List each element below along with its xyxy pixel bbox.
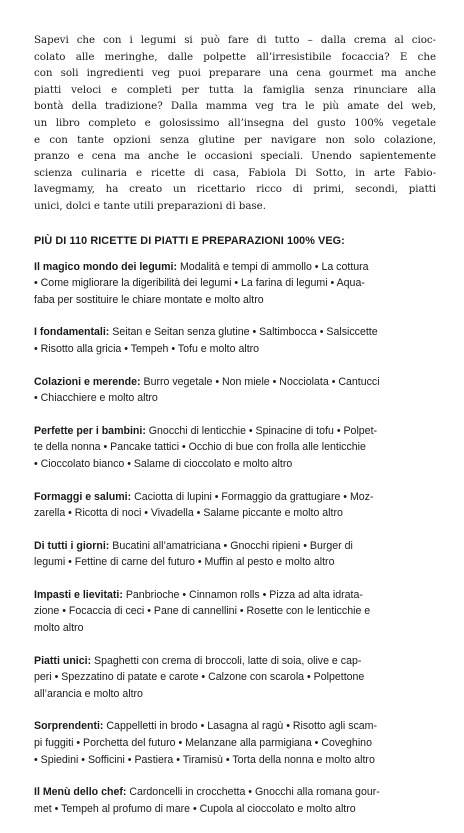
- section-formaggi: [34, 489, 436, 523]
- section-first-line: [34, 653, 436, 670]
- intro-line: bontà della tradizione? Dalla mamma veg tra le più amate del web,: [34, 100, 436, 113]
- section-text: Seitan e Seitan senza glutine • Saltimbocca • Salsiccette: [109, 326, 378, 339]
- section-text: Gnocchi di lenticchie • Spinacine di tofu • Polpet-: [145, 424, 378, 437]
- intro-line: lavegmamy, ha creato un ricettario ricco di primi, secondi, piatti: [34, 183, 436, 196]
- section-title: I fondamentali:: [34, 326, 110, 339]
- section-first-line: [34, 374, 436, 391]
- section-sorprendenti: [34, 718, 436, 768]
- section-first-line: [34, 489, 436, 506]
- section-text: Modalità e tempi di ammollo • La cottura: [177, 260, 369, 273]
- section-title: Il magico mondo dei legumi:: [34, 260, 178, 273]
- section-first-line: [34, 538, 436, 555]
- section-first-line: [34, 259, 436, 276]
- intro-line: e con tante opzioni senza glutine per navigare non solo colazione,: [34, 133, 436, 146]
- intro-line: con soli ingredienti veg puoi preparare una cena gourmet ma anche: [34, 67, 436, 80]
- intro-line: scienza culinaria e ricette di casa, Fabiola Di Sotto, in arte Fabio-: [34, 166, 436, 179]
- section-first-line: [34, 718, 436, 735]
- section-text: • Chiacchiere e molto altro: [34, 392, 158, 405]
- book-description: [34, 32, 436, 833]
- section-title: Perfette per i bambini:: [34, 424, 146, 437]
- section-colazioni: [34, 374, 436, 408]
- section-first-line: [34, 784, 436, 801]
- section-text: zione • Focaccia di ceci • Pane di cannellini • Rosette con le lenticchie e: [34, 605, 371, 618]
- section-text: faba per sostituire le chiare montate e molto altro: [34, 294, 264, 307]
- section-title: Colazioni e merende:: [34, 375, 141, 388]
- section-legumi: [34, 259, 436, 309]
- section-text: met • Tempeh al profumo di mare • Cupola al cioccolato e molto altro: [34, 803, 356, 816]
- section-text: all’arancia e molto altro: [34, 688, 143, 701]
- section-text: legumi • Fettine di carne del futuro • Muffin al pesto e molto altro: [34, 556, 335, 569]
- section-title: Formaggi e salumi:: [34, 490, 132, 503]
- section-text: • Come migliorare la digeribilità dei legumi • La farina di legumi • Aqua-: [34, 277, 365, 290]
- section-tutti-i-giorni: [34, 538, 436, 572]
- section-title: Di tutti i giorni:: [34, 539, 110, 552]
- intro-line: un libro completo e golosissimo all’insegna del gusto 100% vegetale: [34, 116, 436, 129]
- section-text: te della nonna • Pancake tattici • Occhio di bue con frolla alle lenticchie: [34, 441, 366, 454]
- section-title: Il Menù dello chef:: [34, 786, 127, 799]
- intro-line: colato alle meringhe, dalle polpette all’irresistibile focaccia? E che: [34, 50, 436, 63]
- section-text: Burro vegetale • Non miele • Nocciolata • Cantucci: [140, 375, 380, 388]
- section-piatti-unici: [34, 653, 436, 703]
- intro-line: unici, dolci e tante utili preparazioni di base.: [34, 199, 266, 212]
- section-title: Impasti e lievitati:: [34, 588, 123, 601]
- section-text: molto altro: [34, 622, 84, 635]
- recipes-heading: PIÙ DI 110 RICETTE DI PIATTI E PREPARAZIONI 100% VEG:: [34, 234, 345, 247]
- section-fondamentali: [34, 324, 436, 358]
- section-bambini: [34, 423, 436, 473]
- intro-line: pranzo e cena ma anche le occasioni speciali. Unendo sapientemente: [34, 150, 436, 163]
- intro-line: piatti veloci e completi per tutta la famiglia senza rinunciare alla: [34, 83, 436, 96]
- section-menu-chef: [34, 784, 436, 818]
- section-title: Sorprendenti:: [34, 720, 104, 733]
- section-text: Bucatini all’amatriciana • Gnocchi ripieni • Burger di: [109, 539, 353, 552]
- section-text: Cappelletti in brodo • Lasagna al ragù • Risotto agli scam-: [103, 720, 378, 733]
- section-text: • Cioccolato bianco • Salame di cioccolato e molto altro: [34, 458, 293, 471]
- section-text: Caciotta di lupini • Formaggio da grattugiare • Moz-: [131, 490, 374, 503]
- section-text: Spaghetti con crema di broccoli, latte di soia, olive e cap-: [91, 654, 362, 667]
- intro-paragraph: [34, 32, 436, 215]
- section-first-line: [34, 423, 436, 440]
- section-title: Piatti unici:: [34, 654, 92, 667]
- section-impasti: [34, 587, 436, 637]
- section-text: • Risotto alla gricia • Tempeh • Tofu e molto altro: [34, 343, 260, 356]
- section-text: Cardoncelli in crocchetta • Gnocchi alla romana gour-: [126, 786, 380, 799]
- section-text: zarella • Ricotta di noci • Vivadella • Salame piccante e molto altro: [34, 507, 343, 520]
- section-text: Panbrioche • Cinnamon rolls • Pizza ad alta idrata-: [122, 588, 363, 601]
- section-text: • Spiedini • Sofficini • Pastiera • Tiramisù • Torta della nonna e molto altro: [34, 754, 375, 767]
- section-text: pi fuggiti • Porchetta del futuro • Melanzane alla parmigiana • Coveghino: [34, 737, 372, 750]
- section-first-line: [34, 324, 436, 341]
- intro-line: Sapevi che con i legumi si può fare di tutto – dalla crema al cioc-: [34, 34, 436, 46]
- section-text: peri • Spezzatino di patate e carote • Calzone con scarola • Polpettone: [34, 671, 365, 684]
- section-first-line: [34, 587, 436, 604]
